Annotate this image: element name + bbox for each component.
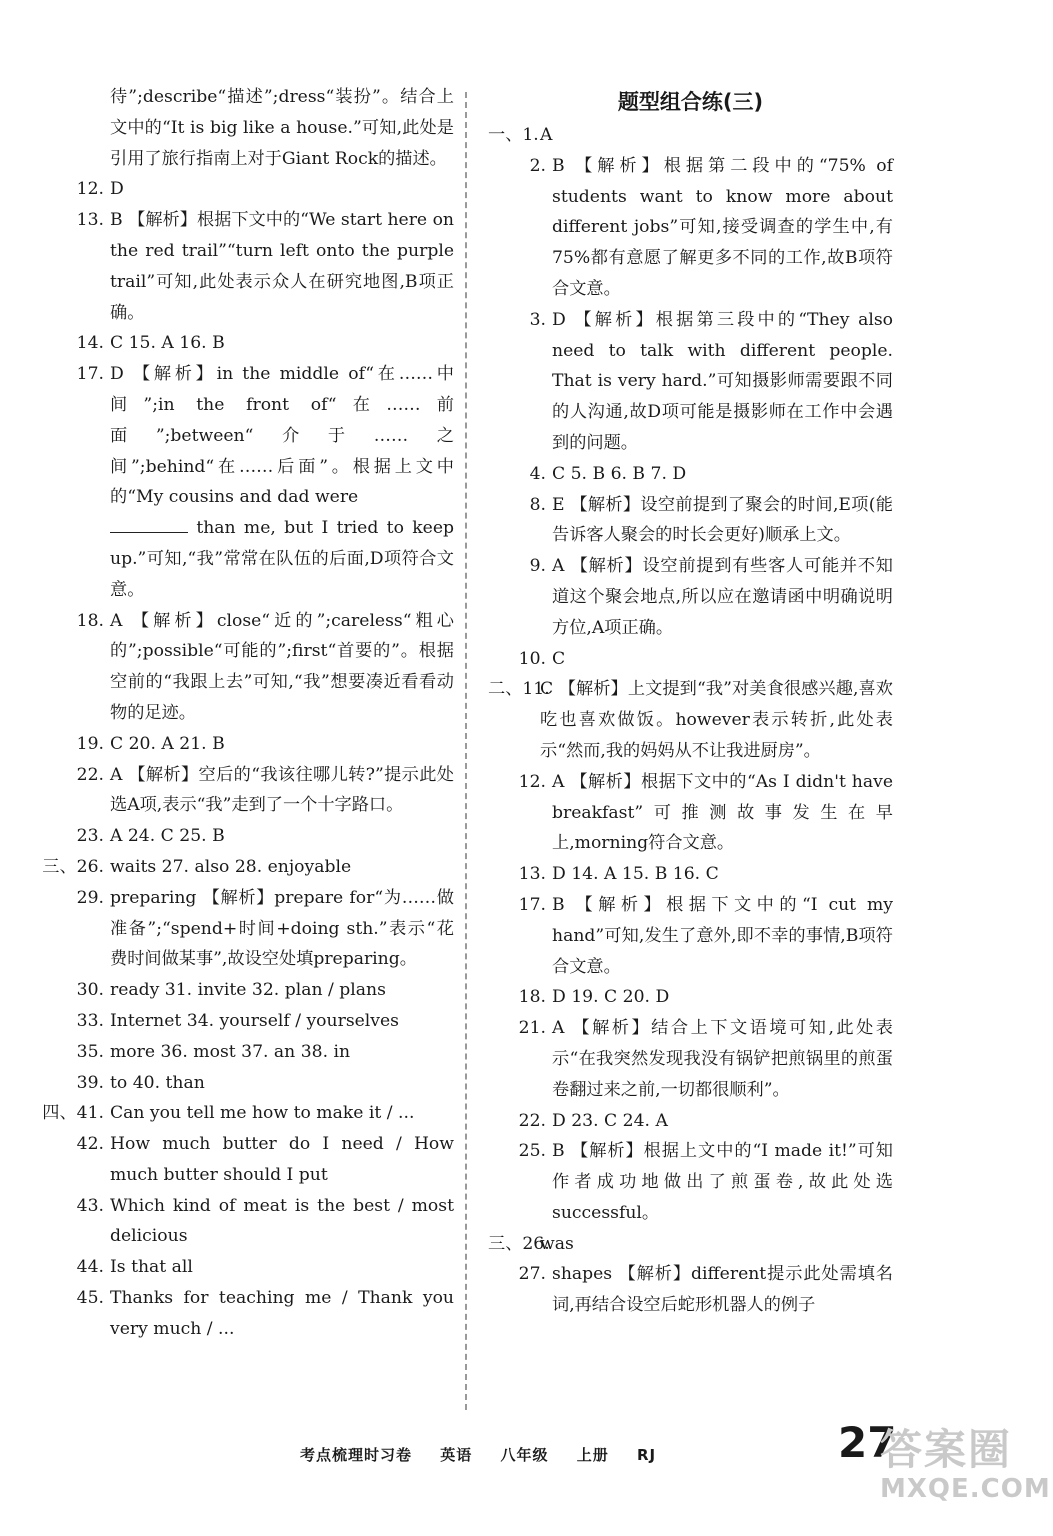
answer-number: 13. bbox=[518, 864, 546, 885]
answer-number: 29. bbox=[76, 887, 104, 908]
answer-text: D 【解析】根据第三段中的“They also need to talk with different people. That is very hard.”可知摄影师需要跟不同的人沟通,故D项可能是摄影师在工作中会遇到的问题。 bbox=[552, 309, 893, 453]
answer-number: 22. bbox=[76, 764, 104, 785]
answer-number: 44. bbox=[76, 1257, 104, 1278]
answer-item bbox=[488, 1229, 893, 1260]
answer-text: Thanks for teaching me / Thank you very much / ... bbox=[110, 1288, 454, 1339]
answer-item bbox=[34, 883, 454, 975]
answer-item bbox=[34, 852, 454, 883]
answer-item bbox=[488, 982, 893, 1013]
answer-text: A bbox=[540, 125, 553, 145]
answer-text: B 【解析】根据上文中的“I made it!”可知作者成功地做出了煎蛋卷,故此处选successful。 bbox=[552, 1141, 893, 1223]
answer-item bbox=[34, 1191, 454, 1253]
answer-item bbox=[34, 205, 454, 328]
answer-item bbox=[488, 305, 893, 459]
answer-item bbox=[34, 606, 454, 729]
answer-item bbox=[488, 767, 893, 859]
answer-number: 14. bbox=[76, 333, 104, 354]
answer-number: 25. bbox=[518, 1141, 546, 1162]
answer-item bbox=[488, 1013, 893, 1105]
answer-number: 8. bbox=[529, 494, 546, 515]
answer-text: D 19. C 20. D bbox=[552, 987, 670, 1008]
answer-number: 三、26. bbox=[42, 856, 104, 877]
answer-number: 45. bbox=[76, 1288, 104, 1309]
answer-text: Which kind of meat is the best / most delicious bbox=[110, 1195, 454, 1247]
right-column bbox=[488, 86, 893, 1321]
column-divider bbox=[465, 92, 467, 1410]
answer-text-continued: than me, but I tried to keep up.”可知,“我”常常在队伍的后面,D项符合文意。 bbox=[110, 518, 454, 600]
answer-item bbox=[34, 513, 454, 605]
answer-item bbox=[34, 1252, 454, 1283]
answer-item bbox=[488, 644, 893, 675]
answer-text: D 14. A 15. B 16. C bbox=[552, 864, 719, 885]
answer-item bbox=[34, 1037, 454, 1068]
answer-text: was bbox=[540, 1233, 574, 1254]
answer-text: preparing 【解析】prepare for“为……做准备”;“spend+时间+doing sth.”表示“花费时间做某事”,故设空处填preparing。 bbox=[110, 887, 454, 970]
answer-item bbox=[488, 1136, 893, 1228]
answer-text: shapes 【解析】different提示此处需填名词,再结合设空后蛇形机器人的例子 bbox=[552, 1264, 893, 1316]
answer-text: C 5. B 6. B 7. D bbox=[552, 463, 687, 484]
answer-text: D 23. C 24. A bbox=[552, 1110, 668, 1131]
fill-blank-line bbox=[110, 516, 188, 533]
answer-item bbox=[34, 174, 454, 205]
answer-number: 43. bbox=[76, 1195, 104, 1216]
answer-number: 39. bbox=[76, 1072, 104, 1093]
answer-number: 42. bbox=[76, 1134, 104, 1155]
answer-text: A 【解析】空后的“我该往哪儿转?”提示此处选A项,表示“我”走到了一个十字路口。 bbox=[110, 764, 454, 816]
answer-text: B 【解析】根据下文中的“I cut my hand”可知,发生了意外,即不幸的事情,B项符合文意。 bbox=[552, 894, 893, 977]
page-footer bbox=[300, 1444, 678, 1465]
answer-number: 三、26. bbox=[488, 1233, 550, 1254]
answer-text: D bbox=[110, 179, 124, 200]
footer-edition: RJ bbox=[637, 1446, 657, 1464]
answer-item bbox=[488, 151, 893, 305]
answer-text: How much butter do I need / How much butter should I put bbox=[110, 1134, 454, 1185]
right-answer-list bbox=[488, 120, 893, 1321]
answer-number: 10. bbox=[518, 648, 546, 669]
answer-number: 二、11. bbox=[488, 679, 550, 700]
answer-number: 18. bbox=[76, 610, 104, 631]
footer-grade: 八年级 bbox=[500, 1446, 549, 1464]
answer-item bbox=[488, 459, 893, 490]
answer-item bbox=[488, 859, 893, 890]
answer-item bbox=[34, 1283, 454, 1345]
answer-text: ready 31. invite 32. plan / plans bbox=[110, 980, 386, 1001]
answer-number: 33. bbox=[76, 1010, 104, 1031]
answer-number: 19. bbox=[76, 733, 104, 754]
answer-item bbox=[488, 1106, 893, 1137]
answer-item bbox=[34, 729, 454, 760]
answer-item bbox=[34, 1068, 454, 1099]
answer-number: 18. bbox=[518, 987, 546, 1008]
answer-item bbox=[488, 551, 893, 643]
answer-text: A 24. C 25. B bbox=[110, 826, 225, 847]
answer-item bbox=[488, 1259, 893, 1321]
answer-text: Can you tell me how to make it / ... bbox=[110, 1103, 415, 1124]
answer-text: A 【解析】根据下文中的“As I didn't have breakfast”可推测故事发生在早上,morning符合文意。 bbox=[552, 771, 893, 854]
answer-text: C 15. A 16. B bbox=[110, 333, 225, 354]
answer-number: 23. bbox=[76, 826, 104, 847]
answer-text: A 【解析】close“近的”;careless“粗心的”;possible“可能的”;first“首要的”。根据空前的“我跟上去”可知,“我”想要凑近看看动物的足迹。 bbox=[110, 610, 454, 723]
answer-text: C bbox=[552, 648, 566, 669]
answer-item bbox=[488, 890, 893, 982]
answer-text: Is that all bbox=[110, 1257, 193, 1278]
answer-item bbox=[488, 674, 893, 766]
left-column bbox=[34, 82, 454, 1345]
answer-text: D 【解析】in the middle of“在……中间”;in the front of“在……前面”;between“介于……之间”;behind“在……后面”。根据上文中的“My cousins and dad were bbox=[110, 364, 454, 508]
answer-text: 待”;describe“描述”;dress“装扮”。结合上文中的“It is big like a house.”可知,此处是引用了旅行指南上对于Giant Rock的描述。 bbox=[110, 87, 454, 169]
answer-item bbox=[34, 1098, 454, 1129]
answer-number: 12. bbox=[518, 771, 546, 792]
answer-text: waits 27. also 28. enjoyable bbox=[110, 856, 352, 877]
answer-number: 13. bbox=[76, 210, 104, 231]
answer-text: A 【解析】设空前提到有些客人可能并不知道这个聚会地点,所以应在邀请函中明确说明方位,A项正确。 bbox=[552, 556, 893, 638]
answer-number: 17. bbox=[518, 894, 546, 915]
answer-number: 一、1. bbox=[488, 125, 539, 145]
answer-item bbox=[34, 975, 454, 1006]
answer-item bbox=[488, 120, 893, 151]
answer-item bbox=[34, 359, 454, 513]
answer-item bbox=[34, 1006, 454, 1037]
answer-number: 9. bbox=[529, 556, 546, 577]
answer-number: 4. bbox=[529, 463, 546, 484]
answer-number: 2. bbox=[529, 155, 546, 176]
footer-book-title: 考点梳理时习卷 bbox=[300, 1446, 413, 1464]
answer-number: 27. bbox=[518, 1264, 546, 1285]
answer-item bbox=[34, 82, 454, 174]
answer-text bbox=[110, 513, 454, 605]
answer-number: 3. bbox=[529, 309, 546, 330]
answer-number: 30. bbox=[76, 980, 104, 1001]
answer-number: 22. bbox=[518, 1110, 546, 1131]
page-number: 27 bbox=[838, 1418, 897, 1467]
answer-item bbox=[488, 490, 893, 552]
answer-item bbox=[34, 760, 454, 822]
footer-subject: 英语 bbox=[440, 1446, 473, 1464]
watermark-logo: 答案圈 MXQE.COM bbox=[880, 1425, 1051, 1504]
section-title: 题型组合练(三) bbox=[617, 90, 764, 114]
answer-text: to 40. than bbox=[110, 1072, 205, 1093]
answer-number: 35. bbox=[76, 1041, 104, 1062]
answer-text: B 【解析】根据下文中的“We start here on the red trail”“turn left onto the purple trail”可知,此处表示众人在研究地图,B项正确。 bbox=[110, 210, 454, 323]
answer-item bbox=[34, 821, 454, 852]
answer-item bbox=[34, 328, 454, 359]
answer-number: 21. bbox=[518, 1018, 546, 1039]
answer-number: 12. bbox=[76, 179, 104, 200]
answer-text: Internet 34. yourself / yourselves bbox=[110, 1010, 400, 1031]
answer-text: A 【解析】结合上下文语境可知,此处表示“在我突然发现我没有锅铲把煎锅里的煎蛋卷翻过来之前,一切都很顺利”。 bbox=[552, 1018, 893, 1100]
answer-number: 四、41. bbox=[42, 1103, 104, 1124]
answer-text: C 【解析】上文提到“我”对美食很感兴趣,喜欢吃也喜欢做饭。however表示转折,此处表示“然而,我的妈妈从不让我进厨房”。 bbox=[540, 679, 893, 761]
answer-text: more 36. most 37. an 38. in bbox=[110, 1041, 351, 1062]
answer-item bbox=[34, 1129, 454, 1191]
answer-number: 17. bbox=[76, 364, 104, 385]
answer-text: B 【解析】根据第二段中的“75% of students want to know more about different jobs”可知,接受调查的学生中,有75%都有意愿了解更多不同的工作,故B项符合文意。 bbox=[552, 155, 893, 299]
footer-volume: 上册 bbox=[576, 1446, 609, 1464]
answer-text: C 20. A 21. B bbox=[110, 733, 225, 754]
answer-text: E 【解析】设空前提到了聚会的时间,E项(能告诉客人聚会的时长会更好)顺承上文。 bbox=[552, 494, 893, 546]
